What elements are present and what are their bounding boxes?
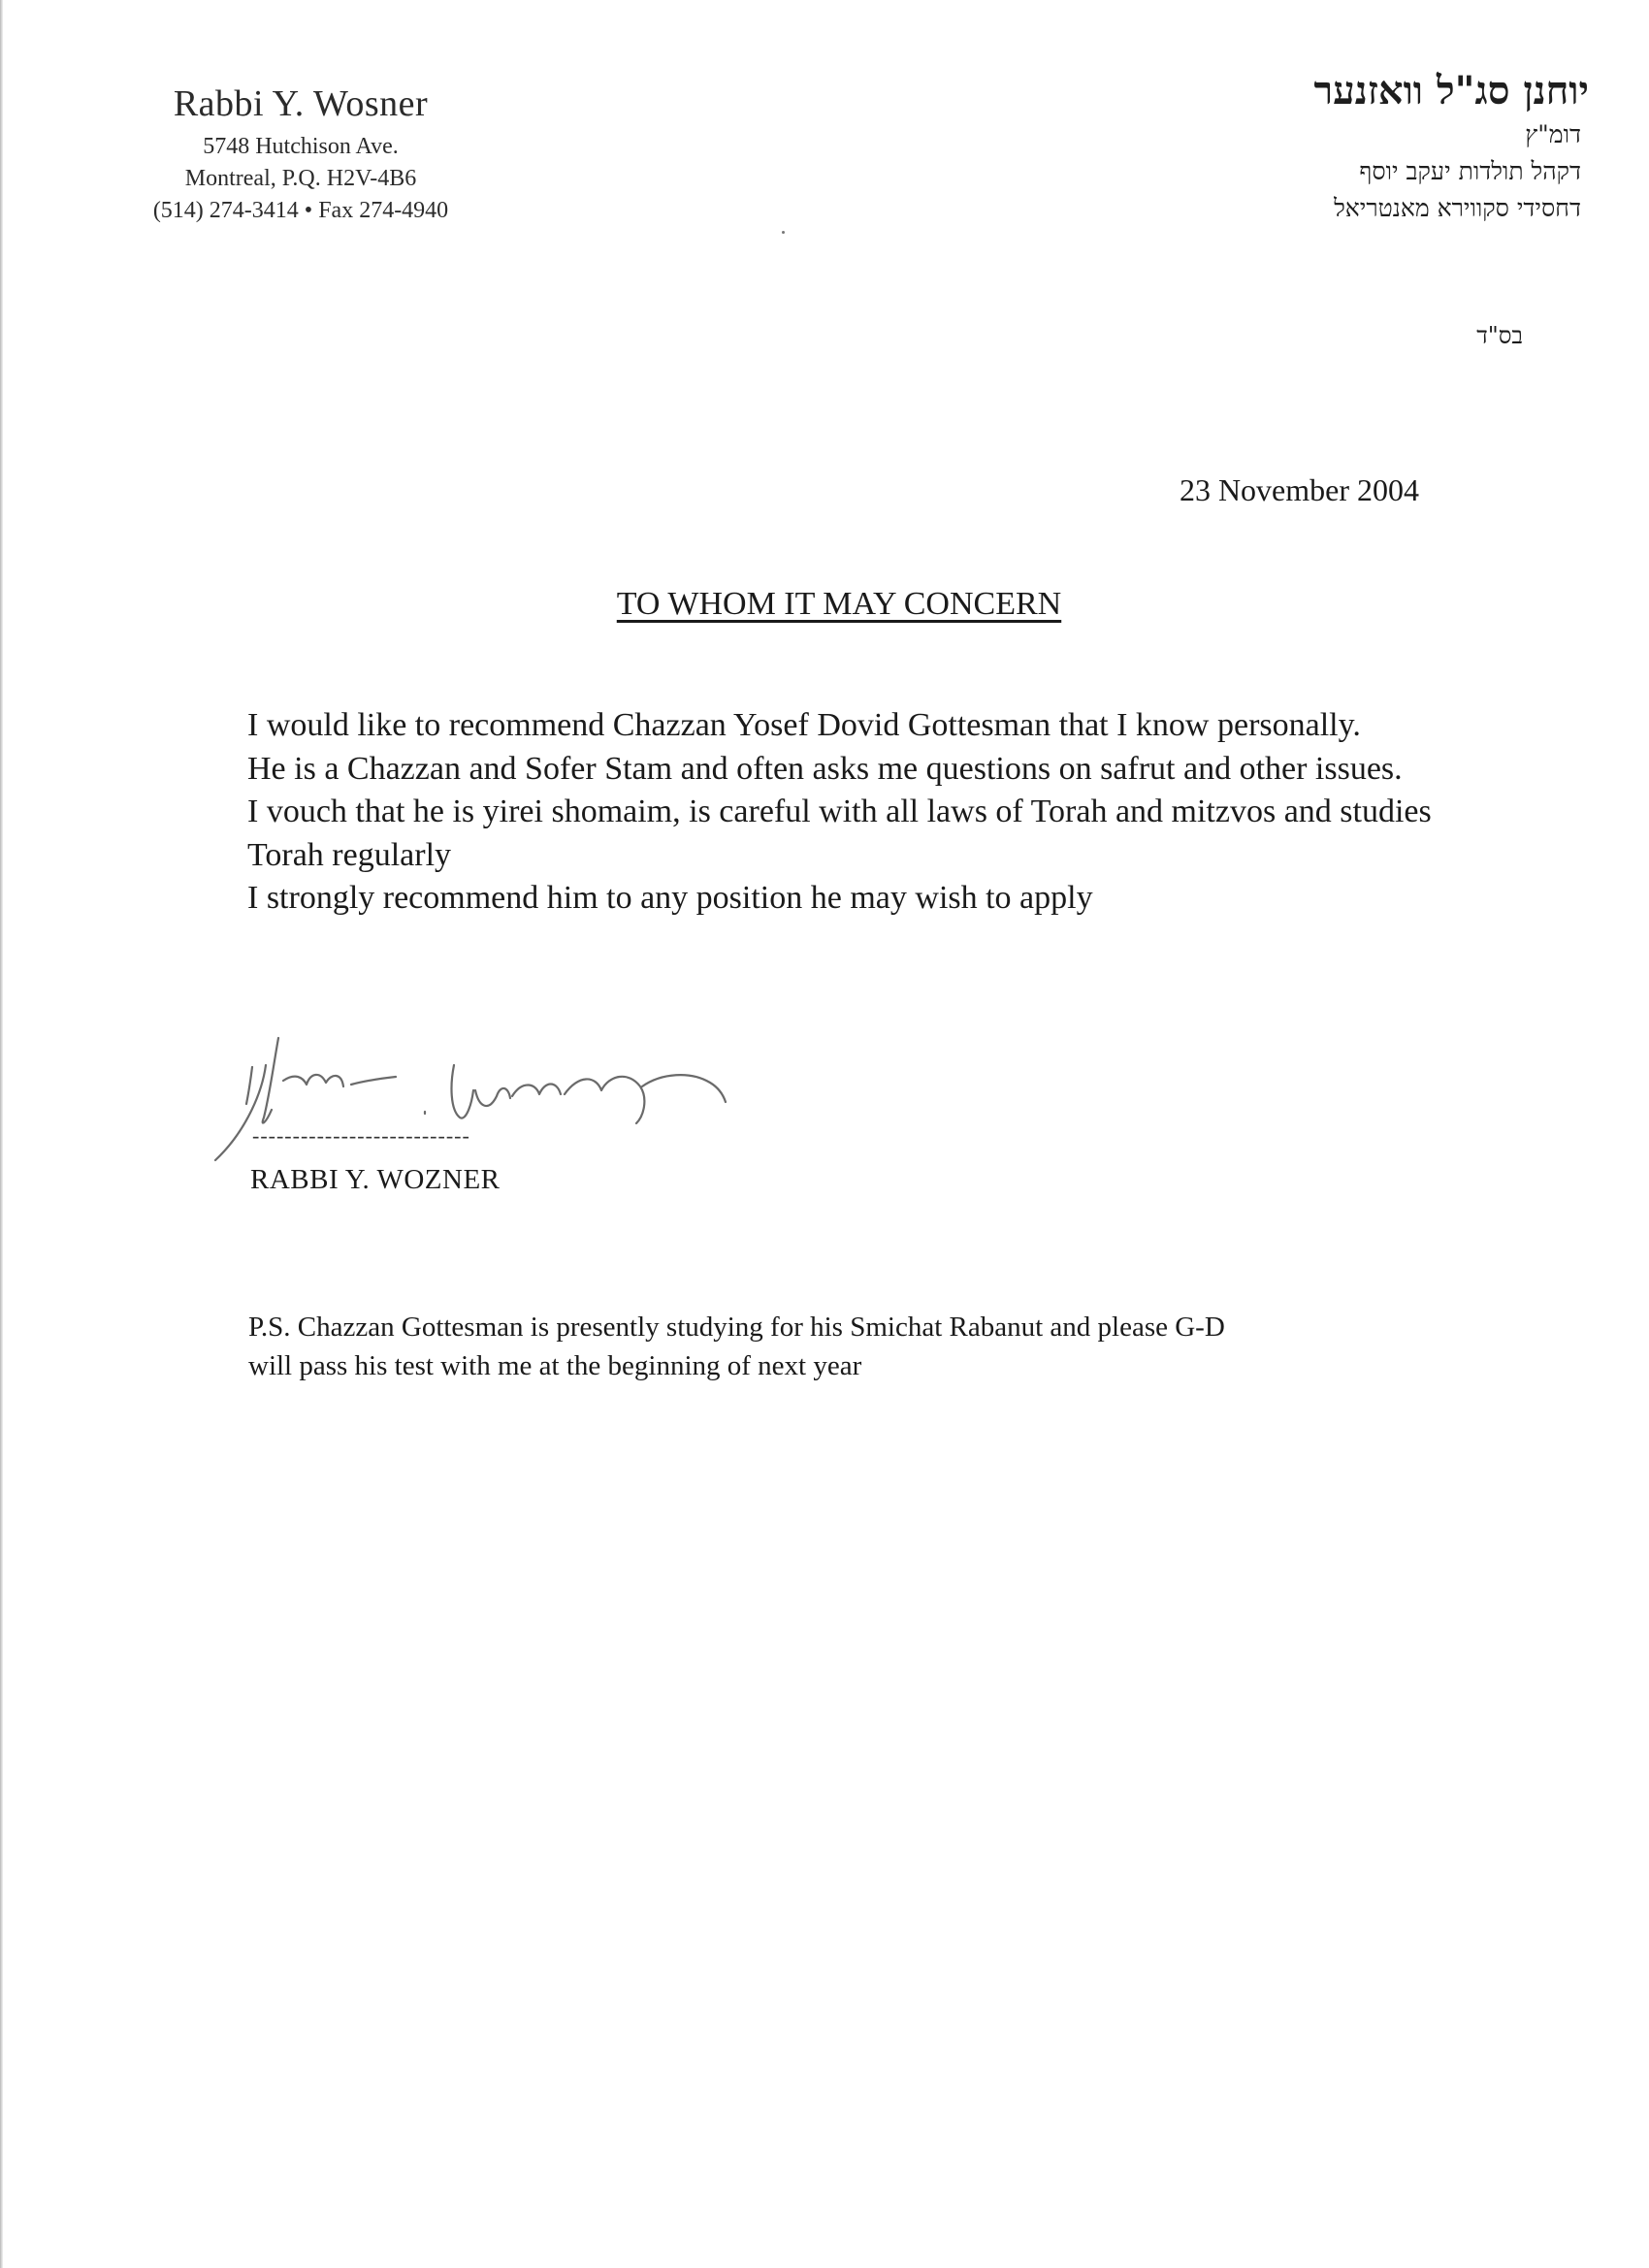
signer-name: RABBI Y. WOZNER [250,1164,501,1195]
letterhead-hebrew [1084,66,1589,227]
letterhead-name: Rabbi Y. Wosner [173,83,429,124]
letterhead-english [97,82,504,227]
postscript-line: will pass his test with me at the beginning of next year [248,1350,862,1381]
handwritten-signature [206,1026,846,1172]
scan-speck [782,231,785,234]
letterhead-address: 5748 Hutchison Ave. [203,134,399,159]
postscript [248,1308,1451,1385]
letterhead-hebrew-line1: דקהל תולדות יעקב יוסף [1359,157,1581,185]
postscript-line: P.S. Chazzan Gottesman is presently studying for his Smichat Rabanut and please G-D [248,1312,1225,1343]
page-edge [0,0,3,2268]
signature-line: --------------------------- [252,1123,470,1148]
letterhead-phone: (514) 274-3414 • Fax 274-4940 [152,198,449,223]
salutation: TO WHOM IT MAY CONCERN [616,586,1062,622]
body-paragraph: I strongly recommend him to any position he may wish to apply [247,880,1093,916]
letterhead-city: Montreal, P.Q. H2V-4B6 [184,166,417,191]
letterhead-hebrew-line2: דחסידי סקווירא מאנטריאל [1334,194,1581,222]
body-paragraph: He is a Chazzan and Sofer Stam and often asks me questions on safrut and other issues. [247,750,1403,787]
letterhead-hebrew-title: דומ"ץ [1525,120,1581,148]
body-paragraph: I vouch that he is yirei shomaim, is careful with all laws of Torah and mitzvos and studies Torah regularly [247,794,1432,873]
heading-mark: בס"ד [1476,322,1523,349]
body-paragraph: I would like to recommend Chazzan Yosef Dovid Gottesman that I know personally. [247,707,1361,743]
letterhead-hebrew-name: יוחנן סג"ל וואזנער [1313,68,1589,113]
letter-date: 23 November 2004 [1179,472,1419,507]
letter-body [247,704,1460,921]
